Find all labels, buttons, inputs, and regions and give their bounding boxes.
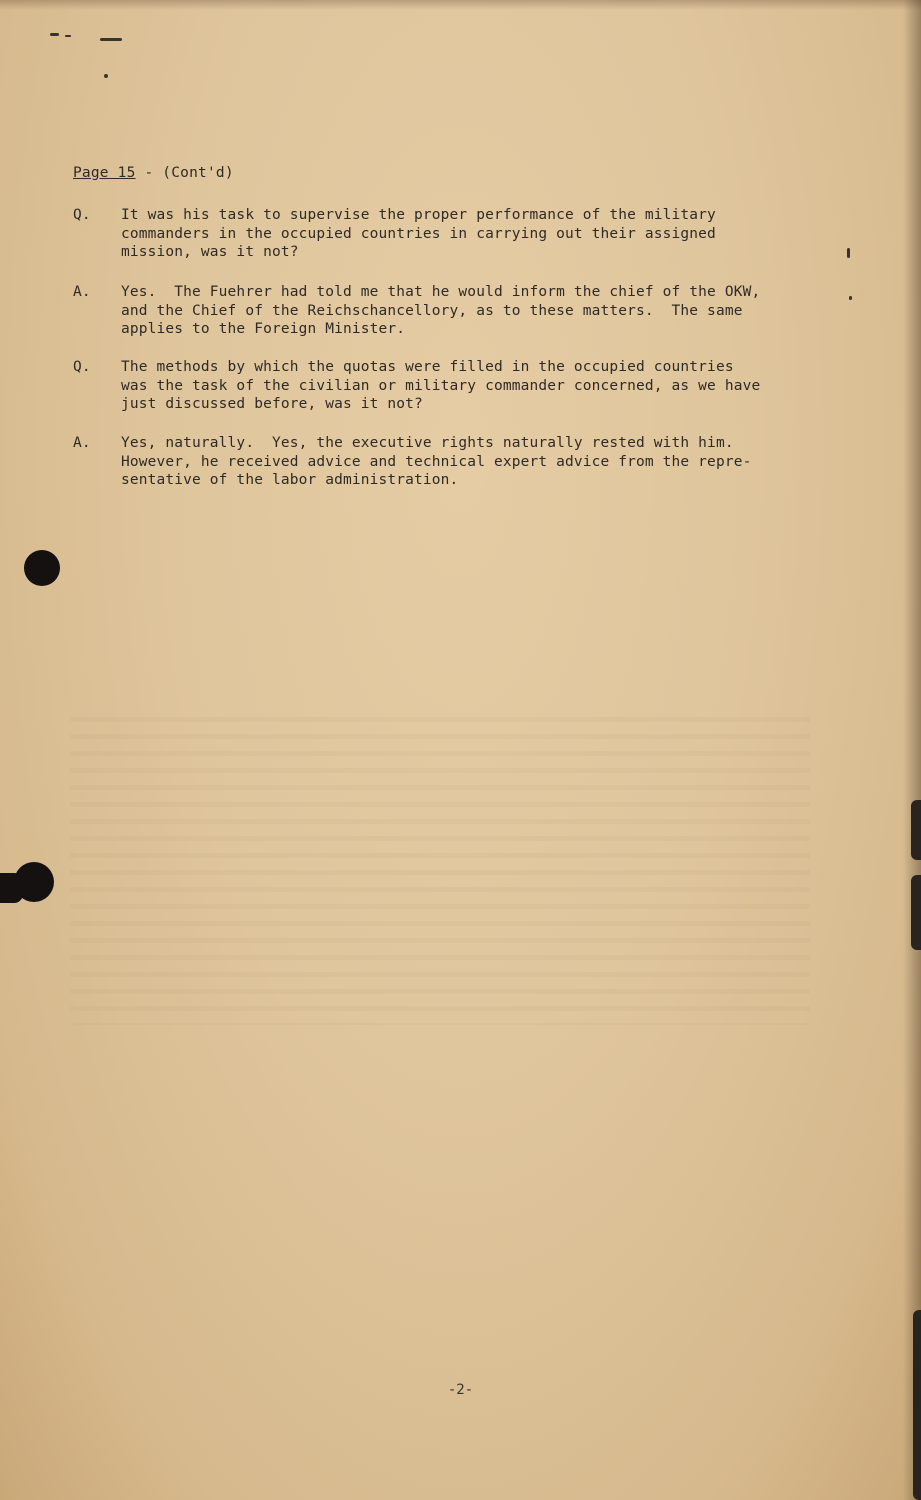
bleed-through-texture [70,705,810,1025]
speck-mark [65,35,71,37]
text-line: applies to the Foreign Minister. [121,321,406,337]
text-line: sentative of the labor administration. [121,472,459,488]
page-label: Page 15 [73,165,136,181]
page-heading [73,165,234,181]
answer-mark: A. [73,435,91,451]
answer-mark: A. [73,284,91,300]
speck-mark [50,33,59,36]
answer-entry [73,434,833,490]
text-line: It was his task to supervise the proper performance of the military [121,207,716,223]
edge-damage-mark [913,1310,921,1500]
text-line: Yes, naturally. Yes, the executive rights naturally rested with him. [121,435,734,451]
text-line: just discussed before, was it not? [121,396,423,412]
text-line: was the task of the civilian or military commander concerned, as we have [121,377,761,394]
text-line: However, he received advice and technical expert advice from the repre- [121,453,752,470]
answer-entry [73,283,833,339]
page-continued-label: - (Cont'd) [135,165,234,181]
text-line: Yes. The Fuehrer had told me that he would inform the chief of the OKW, [121,284,761,300]
right-edge-shadow [903,0,921,1500]
question-text [121,206,833,262]
speck-mark [100,38,122,41]
question-mark: Q. [73,359,91,375]
answer-text [121,434,833,490]
question-entry [73,206,833,262]
edge-damage-mark [911,875,921,950]
speck-mark [104,74,108,78]
punch-hole [24,550,60,586]
speck-mark [847,248,850,258]
question-entry [73,358,833,414]
page-number: -2- [447,1382,474,1398]
text-line: commanders in the occupied countries in carrying out their assigned [121,225,716,242]
top-edge-shadow [0,0,921,10]
answer-text [121,283,833,339]
question-mark: Q. [73,207,91,223]
text-line: and the Chief of the Reichschancellory, as to these matters. The same [121,302,743,319]
speck-mark [849,296,852,300]
question-text [121,358,833,414]
text-line: The methods by which the quotas were filled in the occupied countries [121,359,734,375]
punch-hole-tear [0,873,24,903]
edge-damage-mark [911,800,921,860]
text-line: mission, was it not? [121,244,299,260]
